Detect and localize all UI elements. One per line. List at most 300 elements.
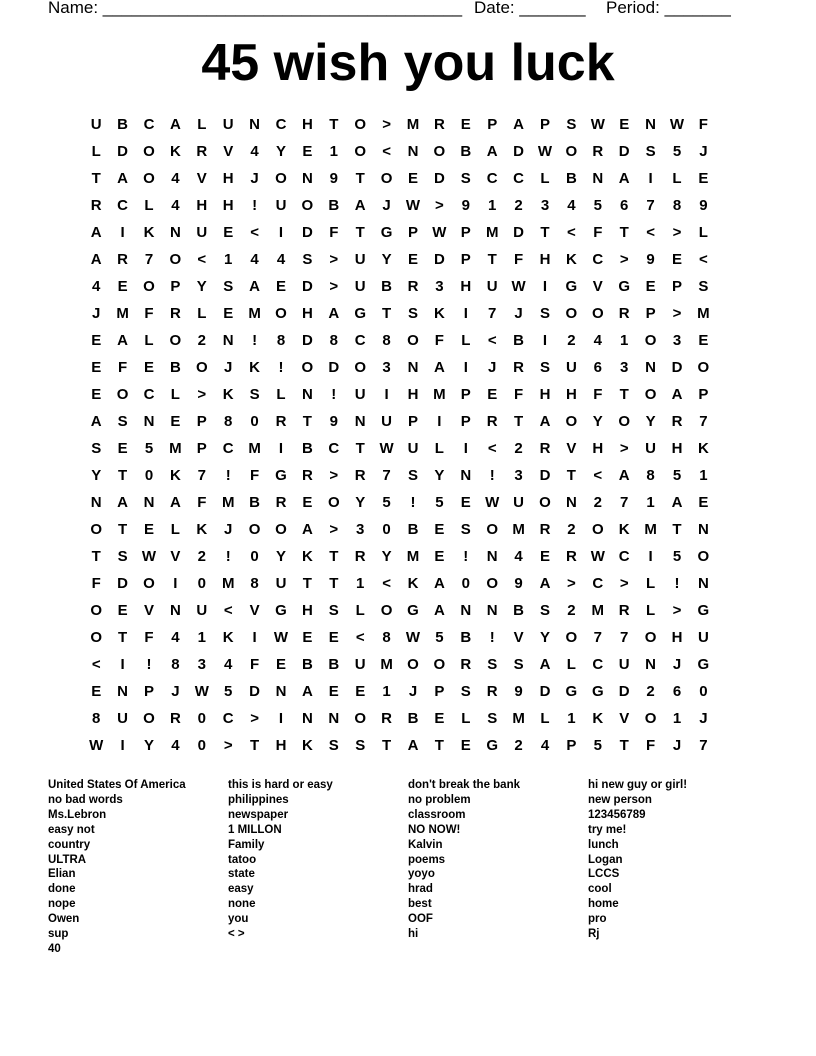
grid-cell: W (537, 143, 553, 160)
grid-cell: L (197, 305, 207, 322)
grid-cell: 4 (224, 656, 233, 673)
grid-cell: T (619, 386, 629, 403)
grid-cell: K (222, 629, 234, 646)
grid-cell: O (380, 170, 393, 187)
grid-cell: 8 (382, 332, 391, 349)
grid-cell: W (89, 737, 104, 754)
grid-cell: 9 (646, 251, 655, 268)
grid-cell: K (301, 737, 313, 754)
grid-cell: N (301, 170, 313, 187)
word-bank-column-2 (228, 778, 403, 942)
grid-cell: 4 (250, 251, 259, 268)
grid-cell: F (646, 737, 656, 754)
grid-cell: O (407, 332, 419, 349)
grid-cell: S (407, 305, 418, 322)
grid-cell: 7 (382, 467, 391, 484)
word-bank-item: don't break the bank (408, 779, 521, 791)
grid-cell: C (222, 440, 234, 457)
grid-cell: S (407, 467, 418, 484)
grid-cell: E (434, 710, 445, 727)
grid-cell: E (91, 683, 102, 700)
grid-cell: R (90, 197, 102, 214)
grid-cell: > (619, 251, 629, 268)
grid-cell: 3 (382, 359, 391, 376)
grid-cell: P (196, 440, 207, 457)
grid-cell: N (222, 332, 234, 349)
grid-cell: B (328, 656, 340, 673)
grid-cell: I (252, 629, 257, 646)
grid-cell: O (354, 359, 367, 376)
grid-cell: O (354, 143, 367, 160)
grid-cell: U (381, 413, 392, 430)
grid-cell: 3 (435, 278, 444, 295)
grid-cell: N (90, 494, 102, 511)
grid-cell: E (223, 305, 234, 322)
grid-cell: P (698, 386, 709, 403)
grid-cell: N (565, 494, 577, 511)
grid-cell: D (513, 143, 524, 160)
grid-cell: D (328, 359, 340, 376)
grid-cell: O (90, 629, 103, 646)
grid-cell: T (118, 629, 128, 646)
grid-cell: 8 (171, 656, 180, 673)
grid-cell: F (514, 386, 524, 403)
grid-cell: S (117, 548, 128, 565)
word-bank-item: no bad words (48, 793, 123, 806)
grid-cell: S (460, 170, 471, 187)
grid-cell: I (463, 440, 468, 457)
grid-cell: 9 (329, 170, 338, 187)
grid-cell: U (486, 278, 498, 295)
grid-cell: P (460, 224, 471, 241)
grid-cell: E (328, 629, 339, 646)
grid-cell: A (117, 332, 128, 349)
grid-cell: S (487, 710, 498, 727)
grid-cell: M (512, 521, 525, 538)
grid-cell: O (275, 170, 287, 187)
grid-cell: 8 (276, 332, 286, 349)
grid-cell: D (618, 143, 630, 160)
grid-cell: D (539, 467, 551, 484)
grid-cell: A (117, 170, 128, 187)
grid-cell: J (382, 197, 391, 214)
grid-cell: M (169, 440, 182, 457)
grid-cell: W (194, 683, 209, 700)
grid-cell: E (328, 683, 339, 700)
word-bank-item: easy (228, 883, 254, 896)
grid-cell: K (618, 521, 630, 538)
word-bank-item: Owen (48, 913, 80, 926)
grid-cell: S (539, 305, 550, 322)
grid-cell: H (275, 737, 287, 754)
grid-cell: H (301, 116, 313, 133)
grid-cell: Y (381, 548, 392, 565)
grid-cell: J (92, 305, 101, 322)
grid-cell: 8 (672, 197, 682, 214)
grid-cell: E (671, 251, 682, 268)
grid-cell: M (485, 224, 499, 241)
grid-cell: 9 (699, 197, 708, 214)
grid-cell: < (382, 143, 391, 160)
grid-cell: R (381, 710, 392, 727)
grid-cell: ! (225, 548, 231, 565)
grid-cell: B (249, 494, 260, 511)
grid-cell: V (619, 710, 630, 727)
grid-cell: U (222, 116, 234, 133)
grid-cell: ! (331, 386, 337, 403)
worksheet-header (48, 0, 768, 20)
grid-cell: C (222, 710, 234, 727)
grid-cell: > (567, 575, 576, 592)
grid-cell: L (144, 332, 154, 349)
grid-cell: L (91, 143, 101, 160)
word-bank-item: you (228, 913, 249, 926)
grid-cell: H (671, 629, 683, 646)
grid-cell: U (565, 359, 577, 376)
word-bank-item: Ms.Lebron (48, 808, 107, 821)
grid-cell: < (487, 440, 497, 457)
grid-cell: H (539, 386, 551, 403)
grid-cell: E (460, 737, 471, 754)
grid-cell: E (170, 413, 181, 430)
word-bank-item: lunch (588, 838, 619, 851)
grid-cell: 8 (382, 629, 391, 646)
grid-cell: ! (489, 629, 495, 646)
grid-cell: O (644, 710, 657, 727)
grid-cell: N (143, 494, 155, 511)
grid-cell: 5 (593, 197, 602, 214)
grid-cell: E (143, 359, 154, 376)
grid-cell: P (460, 386, 471, 403)
grid-cell: O (143, 575, 155, 592)
grid-cell: K (301, 548, 313, 565)
grid-cell: C (513, 170, 524, 187)
grid-cell: S (487, 656, 498, 673)
grid-cell: U (618, 656, 630, 673)
grid-cell: U (407, 440, 419, 457)
grid-cell: A (328, 305, 340, 322)
grid-cell: F (593, 386, 603, 403)
grid-cell: F (118, 359, 128, 376)
grid-cell: 5 (672, 143, 682, 160)
grid-cell: 7 (646, 197, 655, 214)
grid-cell: I (463, 305, 468, 322)
grid-cell: U (275, 197, 287, 214)
grid-cell: A (301, 683, 313, 700)
grid-cell: B (407, 521, 419, 538)
grid-cell: B (381, 278, 392, 295)
grid-cell: N (460, 602, 472, 619)
word-bank-item: United States Of America (48, 779, 186, 791)
grid-cell: N (354, 413, 366, 430)
grid-cell: E (407, 251, 418, 268)
grid-cell: V (196, 170, 207, 187)
grid-cell: 4 (593, 332, 602, 349)
grid-cell: L (355, 602, 365, 619)
grid-cell: 3 (540, 197, 550, 214)
grid-cell: E (619, 116, 630, 133)
grid-cell: E (302, 494, 313, 511)
grid-cell: D (301, 332, 313, 349)
grid-cell: T (487, 251, 497, 268)
grid-cell: A (539, 656, 551, 673)
grid-cell: J (408, 683, 418, 700)
grid-cell: U (275, 575, 287, 592)
grid-cell: T (302, 413, 312, 430)
grid-cell: C (354, 332, 366, 349)
grid-cell: N (697, 575, 709, 592)
grid-cell: T (619, 737, 629, 754)
grid-cell: K (249, 359, 260, 376)
grid-cell: F (434, 332, 444, 349)
grid-cell: G (565, 278, 578, 295)
grid-cell: S (355, 737, 366, 754)
grid-cell: < (223, 602, 233, 619)
grid-cell: S (117, 413, 128, 430)
grid-cell: > (329, 467, 339, 484)
word-bank-item: OOF (408, 913, 433, 926)
grid-cell: W (379, 440, 394, 457)
grid-cell: C (328, 440, 340, 457)
word-bank-item: LCCS (588, 868, 620, 881)
grid-cell: U (645, 440, 656, 457)
grid-cell: R (513, 359, 524, 376)
grid-cell: O (591, 521, 604, 538)
grid-cell: N (645, 656, 656, 673)
grid-cell: 0 (382, 521, 391, 538)
grid-cell: 8 (92, 710, 101, 727)
grid-cell: > (672, 224, 682, 241)
grid-cell: R (407, 278, 419, 295)
grid-cell: 0 (250, 548, 259, 565)
word-bank-item: best (408, 898, 432, 911)
grid-cell: > (329, 278, 339, 295)
grid-cell: I (278, 224, 284, 241)
grid-cell: O (90, 602, 103, 619)
grid-cell: I (173, 575, 178, 592)
grid-cell: 0 (144, 467, 154, 484)
word-bank-item: ULTRA (48, 853, 87, 866)
word-bank-item: 1 MILLON (228, 823, 282, 836)
grid-cell: T (514, 413, 524, 430)
grid-cell: V (566, 440, 577, 457)
grid-cell: M (512, 710, 525, 727)
grid-cell: V (513, 629, 524, 646)
grid-cell: Y (196, 278, 207, 295)
grid-cell: 2 (567, 332, 576, 349)
word-bank-item: tatoo (228, 853, 257, 866)
grid-cell: J (224, 359, 233, 376)
grid-cell: S (698, 278, 709, 295)
grid-cell: K (565, 251, 577, 268)
grid-cell: E (275, 656, 286, 673)
period-field-label: Period: _______ (606, 0, 731, 17)
grid-cell: S (645, 143, 656, 160)
grid-cell: B (328, 197, 340, 214)
grid-cell: Y (355, 494, 366, 511)
grid-cell: < (567, 224, 576, 241)
grid-cell: 8 (646, 467, 655, 484)
grid-cell: F (197, 494, 207, 511)
grid-cell: 4 (171, 737, 180, 754)
grid-cell: ! (252, 197, 258, 214)
grid-cell: J (672, 656, 682, 673)
grid-cell: E (91, 332, 102, 349)
grid-cell: 1 (567, 710, 576, 727)
grid-cell: F (329, 224, 339, 241)
grid-cell: A (301, 521, 313, 538)
grid-cell: R (275, 413, 287, 430)
grid-cell: H (565, 386, 577, 403)
grid-cell: F (91, 575, 101, 592)
grid-cell: T (540, 224, 550, 241)
grid-cell: H (301, 305, 313, 322)
grid-cell: D (433, 170, 445, 187)
grid-cell: I (648, 548, 653, 565)
grid-cell: L (144, 197, 154, 214)
grid-cell: < (197, 251, 207, 268)
word-bank-item: nope (48, 898, 76, 911)
grid-cell: 0 (197, 575, 206, 592)
grid-cell: L (197, 116, 207, 133)
grid-cell: A (486, 143, 498, 160)
word-bank-item: Family (228, 838, 265, 851)
grid-cell: 4 (567, 197, 576, 214)
grid-cell: G (275, 467, 287, 484)
word-bank-item: Rj (588, 928, 600, 941)
grid-cell: 3 (620, 359, 629, 376)
grid-cell: F (144, 305, 154, 322)
grid-cell: Y (592, 413, 603, 430)
grid-cell: R (196, 143, 208, 160)
grid-cell: ! (410, 494, 416, 511)
grid-cell: 4 (171, 629, 180, 646)
grid-cell: L (276, 386, 286, 403)
date-field-label: Date: _______ (474, 0, 586, 17)
grid-cell: L (540, 710, 550, 727)
grid-cell: 8 (329, 332, 338, 349)
grid-cell: N (697, 521, 709, 538)
grid-cell: R (486, 413, 498, 430)
grid-cell: D (117, 575, 128, 592)
grid-cell: P (407, 413, 418, 430)
grid-cell: H (196, 197, 208, 214)
grid-cell: M (248, 440, 261, 457)
word-bank-item: hi new guy or girl! (588, 779, 688, 791)
grid-cell: R (486, 683, 498, 700)
grid-cell: T (118, 467, 128, 484)
grid-cell: U (354, 278, 366, 295)
grid-cell: A (90, 413, 102, 430)
word-bank-item: Kalvin (408, 838, 443, 851)
grid-cell: V (249, 602, 260, 619)
grid-cell: K (222, 386, 234, 403)
grid-cell: F (144, 629, 154, 646)
grid-cell: 7 (699, 737, 708, 754)
grid-cell: L (646, 602, 656, 619)
word-bank-item: hrad (408, 883, 433, 896)
grid-cell: I (648, 170, 653, 187)
grid-cell: E (223, 224, 234, 241)
grid-cell: L (672, 170, 682, 187)
grid-cell: 1 (382, 683, 391, 700)
grid-cell: I (542, 278, 548, 295)
word-bank-item: new person (588, 793, 652, 806)
grid-cell: W (273, 629, 289, 646)
grid-cell: V (170, 548, 181, 565)
grid-cell: O (169, 332, 182, 349)
grid-cell: 2 (514, 737, 523, 754)
grid-cell: R (117, 251, 128, 268)
grid-cell: W (432, 224, 447, 241)
grid-cell: O (116, 386, 129, 403)
grid-cell: T (91, 548, 101, 565)
grid-cell: W (511, 278, 526, 295)
grid-cell: S (328, 602, 339, 619)
grid-cell: M (221, 494, 235, 511)
grid-cell: U (697, 629, 709, 646)
grid-cell: 2 (593, 494, 602, 511)
grid-cell: R (539, 440, 551, 457)
grid-cell: 7 (144, 251, 154, 268)
grid-cell: 4 (92, 278, 101, 295)
grid-cell: C (117, 197, 128, 214)
grid-cell: H (222, 197, 234, 214)
grid-cell: 5 (144, 440, 154, 457)
grid-cell: Y (539, 629, 550, 646)
grid-cell: P (460, 413, 471, 430)
grid-cell: ! (463, 548, 469, 565)
grid-cell: 5 (672, 467, 682, 484)
grid-cell: ! (225, 467, 231, 484)
grid-cell: 5 (435, 494, 444, 511)
grid-cell: A (90, 224, 102, 241)
grid-cell: O (248, 521, 261, 538)
grid-cell: H (671, 440, 683, 457)
grid-cell: J (514, 305, 523, 322)
grid-cell: 3 (356, 521, 365, 538)
grid-cell: P (196, 413, 207, 430)
grid-cell: > (619, 575, 629, 592)
grid-cell: 3 (514, 467, 523, 484)
grid-cell: 1 (197, 629, 206, 646)
grid-cell: V (143, 602, 154, 619)
grid-cell: S (566, 116, 577, 133)
grid-cell: T (355, 170, 365, 187)
grid-cell: N (169, 602, 181, 619)
word-bank-column-4 (588, 778, 763, 942)
grid-cell: M (248, 305, 261, 322)
grid-cell: Y (434, 467, 445, 484)
grid-cell: P (566, 737, 577, 754)
word-bank-item: yoyo (408, 868, 435, 881)
grid-cell: 1 (488, 197, 497, 214)
grid-cell: 2 (197, 548, 206, 565)
grid-cell: G (565, 683, 578, 700)
grid-cell: A (618, 170, 630, 187)
grid-cell: C (143, 116, 155, 133)
grid-cell: C (618, 548, 630, 565)
grid-cell: L (540, 170, 550, 187)
grid-cell: O (380, 602, 393, 619)
grid-cell: U (90, 116, 102, 133)
grid-cell: U (354, 656, 366, 673)
word-bank-item: cool (588, 883, 612, 896)
grid-cell: A (169, 494, 181, 511)
grid-cell: 4 (514, 548, 523, 565)
grid-cell: N (486, 548, 498, 565)
grid-cell: 1 (224, 251, 233, 268)
